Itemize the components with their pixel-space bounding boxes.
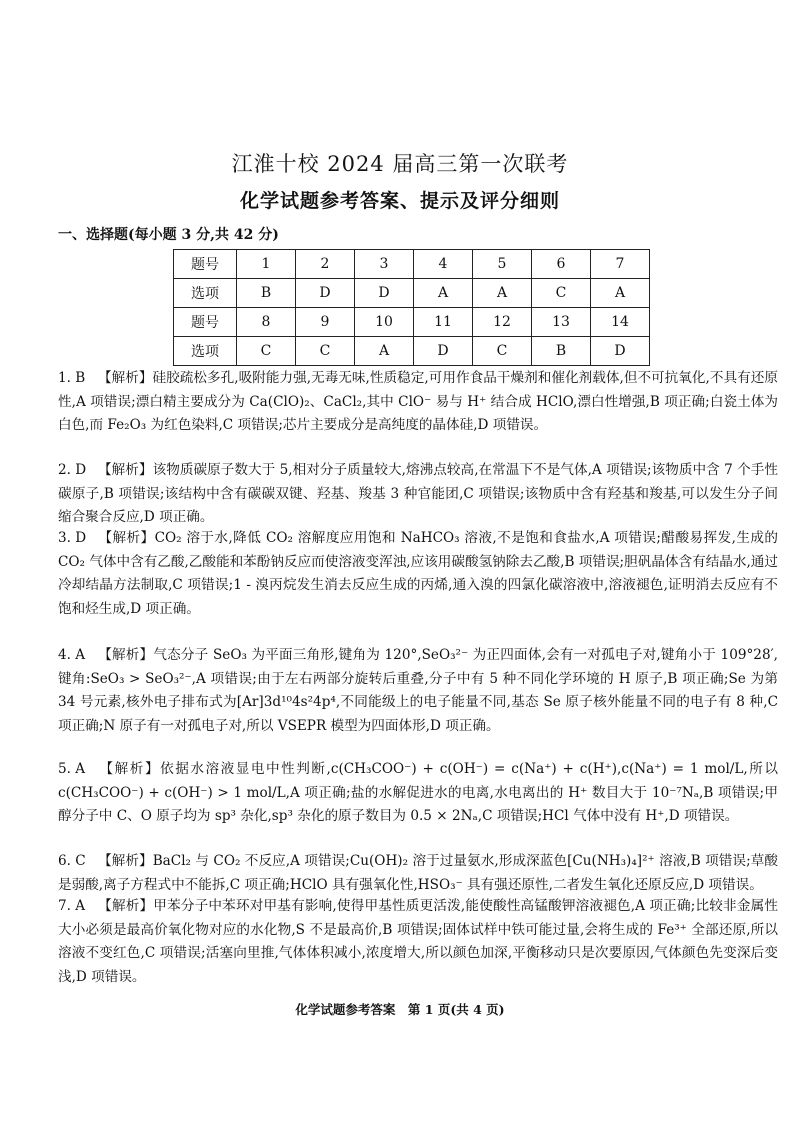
question-text: 【解析】该物质碳原子数大于 5,相对分子质量较大,熔沸点较高,在常温下不是气体,A 项错误;该物质中含 7 个手性碳原子,B 项错误;该结构中含有碳碳双键、羟基、羧基 3 种官能团,C 项错误;该物质中含有羟基和羧基,可以发生分子间缩合聚合反应,D 项正确。 [58, 462, 778, 525]
question-text: 【解析】气态分子 SeO₃ 为平面三角形,键角为 120°,SeO₃²⁻ 为正四面体,会有一对孤电子对,键角小于 109°28′,键角:SeO₃ > SeO₃²⁻,A 项错误;由于左右两部分旋转后重叠,分子中有 5 种不同化学环境的 H 原子,B 项正确;Se 为第 34 号元素,核外电子排布式为[Ar]3d¹⁰4s²4p⁴,不同能级上的电子能量不同,基态 Se 原子核外能量不同的电子有 8 种,C 项正确;N 原子有一对孤电子对,所以 VSEPR 模型为四面体形,D 项正确。 [58, 647, 778, 734]
answer-table-cell: A [591, 279, 650, 308]
answer-table-cell: 13 [532, 308, 591, 337]
answer-table-cell: D [591, 337, 650, 366]
page-title: 化学试题参考答案、提示及评分细则 [239, 190, 560, 212]
answer-table-row-header: 选项 [174, 279, 237, 308]
question-text: 【解析】CO₂ 溶于水,降低 CO₂ 溶解度应用饱和 NaHCO₃ 溶液,不是饱和食盐水,A 项错误;醋酸易挥发,生成的 CO₂ 气体中含有乙酸,乙酸能和苯酚钠反应而使溶液变浑浊,应该用碳酸氢钠除去乙酸,B 项错误;胆矾晶体含有结晶水,通过冷却结晶方法制取,C 项错误;1 - 溴丙烷发生消去反应生成的丙烯,通入溴的四氯化碳溶液中,溶液褪色,证明消去反应有不饱和烃生成,D 项正确。 [58, 530, 778, 617]
answer-table-cell: 12 [473, 308, 532, 337]
answer-table-cell: D [296, 279, 355, 308]
answer-table-row [174, 308, 650, 337]
answer-table-cell: A [414, 279, 473, 308]
answer-table-cell: 11 [414, 308, 473, 337]
question-label: 4. A [58, 647, 86, 663]
question-3-explanation [58, 527, 778, 621]
question-text: 【解析】依据水溶液显电中性判断,c(CH₃COO⁻) + c(OH⁻) = c(Na⁺) + c(H⁺),c(Na⁺) = 1 mol/L,所以c(CH₃COO⁻) + c(OH⁻) > 1 mol/L,A 项正确;盐的水解促进水的电离,水电离出的 H⁺ 数目大于 10⁻⁷Nₐ,B 项错误;甲醇分子中 C、O 原子均为 sp³ 杂化,sp³ 杂化的原子数目为 0.5 × 2Nₐ,C 项错误;HCl 气体中没有 H⁺,D 项错误。 [58, 761, 778, 824]
question-label: 7. A [58, 898, 86, 914]
answer-table-cell: A [355, 337, 414, 366]
answer-table-cell: C [473, 337, 532, 366]
answer-table [173, 249, 650, 366]
answer-table-row-header: 选项 [174, 337, 237, 366]
answer-table-row [174, 337, 650, 366]
question-label: 1. B [58, 370, 86, 386]
answer-table-row [174, 279, 650, 308]
exam-title: 江淮十校 2024 届高三第一次联考 [231, 152, 569, 176]
answer-table-cell: D [355, 279, 414, 308]
question-4-explanation [58, 644, 778, 738]
answer-table-cell: B [237, 279, 296, 308]
answer-table-cell: 14 [591, 308, 650, 337]
answer-table-cell: 4 [414, 250, 473, 279]
page-footer: 化学试题参考答案 第 1 页(共 4 页) [295, 1002, 505, 1017]
answer-table-cell: 8 [237, 308, 296, 337]
question-6-explanation [58, 850, 778, 897]
answer-table-cell: 7 [591, 250, 650, 279]
question-text: 【解析】硅胶疏松多孔,吸附能力强,无毒无味,性质稳定,可用作食品干燥剂和催化剂载体,但不可抗氧化,不具有还原性,A 项错误;漂白精主要成分为 Ca(ClO)₂、CaCl₂,其中 ClO⁻ 易与 H⁺ 结合成 HClO,漂白性增强,B 项正确;白瓷土体为白色,而 Fe₂O₃ 为红色染料,C 项错误;芯片主要成分是高纯度的晶体硅,D 项错误。 [58, 370, 778, 433]
answer-table-row [174, 250, 650, 279]
answer-table-row-header: 题号 [174, 308, 237, 337]
question-label: 3. D [58, 530, 87, 546]
answer-table-row-header: 题号 [174, 250, 237, 279]
answer-table-cell: 1 [237, 250, 296, 279]
answer-table-cell: 9 [296, 308, 355, 337]
question-5-explanation [58, 758, 778, 829]
answer-table-cell: C [296, 337, 355, 366]
question-7-explanation [58, 895, 778, 989]
question-2-explanation [58, 459, 778, 530]
answer-table-cell: C [532, 279, 591, 308]
question-label: 6. C [58, 853, 86, 869]
answer-table-cell: C [237, 337, 296, 366]
question-label: 5. A [58, 761, 86, 777]
question-label: 2. D [58, 462, 87, 478]
section-heading: 一、选择题(每小题 3 分,共 42 分) [58, 227, 279, 243]
answer-table-cell: 5 [473, 250, 532, 279]
answer-table-cell: 10 [355, 308, 414, 337]
question-text: 【解析】BaCl₂ 与 CO₂ 不反应,A 项错误;Cu(OH)₂ 溶于过量氨水,形成深蓝色[Cu(NH₃)₄]²⁺ 溶液,B 项错误;草酸是弱酸,离子方程式中不能拆,C 项正确;HClO 具有强氧化性,HSO₃⁻ 具有强还原性,二者发生氧化还原反应,D 项错误。 [58, 853, 778, 893]
answer-table-cell: 2 [296, 250, 355, 279]
answer-table-cell: 6 [532, 250, 591, 279]
answer-table-cell: A [473, 279, 532, 308]
question-text: 【解析】甲苯分子中苯环对甲基有影响,使得甲基性质更活泼,能使酸性高锰酸钾溶液褪色,A 项正确;比较非金属性大小必须是最高价氧化物对应的水化物,S 不是最高价,B 项错误;固体试样中铁可能过量,会将生成的 Fe³⁺ 全部还原,所以溶液不变红色,C 项错误;活塞向里推,气体体积减小,浓度增大,所以颜色加深,平衡移动只是次要原因,气体颜色先变深后变浅,D 项错误。 [58, 898, 778, 985]
question-1-explanation [58, 367, 778, 438]
answer-table-cell: D [414, 337, 473, 366]
answer-table-cell: B [532, 337, 591, 366]
answer-table-cell: 3 [355, 250, 414, 279]
